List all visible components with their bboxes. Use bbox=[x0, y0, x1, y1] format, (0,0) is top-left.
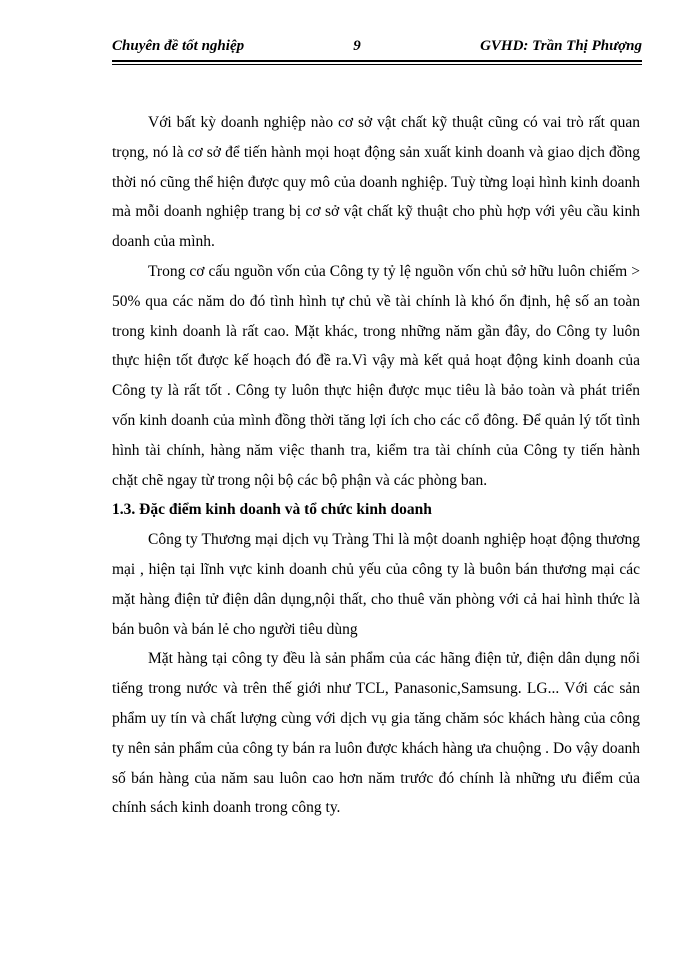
page-number: 9 bbox=[353, 38, 361, 54]
document-body bbox=[112, 108, 640, 823]
paragraph-products: Mặt hàng tại công ty đều là sản phẩm của các hãng điện tử, điện dân dụng nổi tiếng trong nước và trên thế giới như TCL, Panasonic,Samsung. LG... Với các sản phẩm uy tín và chất lượng cùng với dịch vụ gia tăng chăm sóc khách hàng của công ty nên sản phẩm của công ty bán ra luôn được khách hàng ưa chuộng . Do vậy doanh số bán hàng của năm sau luôn cao hơn năm trước đó chính là những ưu điểm của chính sách kinh doanh trong công ty. bbox=[112, 650, 640, 817]
page-header bbox=[112, 36, 642, 58]
paragraph-facilities: Với bất kỳ doanh nghiệp nào cơ sở vật chất kỹ thuật cũng có vai trò rất quan trọng, nó là cơ sở để tiến hành mọi hoạt động sản xuất kinh doanh và giao dịch đồng thời nó cũng thể hiện được quy mô của doanh nghiệp. Tuỳ từng loại hình kinh doanh mà mỗi doanh nghiệp trang bị cơ sở vật chất kỹ thuật cho phù hợp với yêu cầu kinh doanh của mình. bbox=[112, 114, 640, 251]
header-divider bbox=[112, 60, 642, 65]
paragraph-business-activity: Công ty Thương mại dịch vụ Tràng Thi là một doanh nghiệp hoạt động thương mại , hiện tại lĩnh vực kinh doanh chủ yếu của công ty là buôn bán thương mại các mặt hàng điện tử điện dân dụng,nội thất, cho thuê văn phòng với cả hai hình thức là bán buôn và bán lẻ cho người tiêu dùng bbox=[112, 531, 640, 638]
header-title: Chuyên đề tốt nghiệp bbox=[112, 38, 245, 54]
paragraph-capital-structure: Trong cơ cấu nguồn vốn của Công ty tỷ lệ nguồn vốn chủ sở hữu luôn chiếm > 50% qua các năm do đó tình hình tự chủ về tài chính là khó ổn định, hệ số an toàn trong kinh doanh là rất cao. Mặt khác, trong những năm gần đây, do Công ty luôn thực hiện tốt được kế hoạch đó đề ra.Vì vậy mà kết quả hoạt động kinh doanh của Công ty là rất tốt . Công ty luôn thực hiện được mục tiêu là bảo toàn và phát triển vốn kinh doanh của mình đồng thời tăng lợi ích cho các cổ đông. Để quản lý tốt tình hình tài chính, hàng năm việc thanh tra, kiểm tra tài chính của Công ty tiến hành chặt chẽ ngay từ trong nội bộ các bộ phận và các phòng ban. bbox=[112, 262, 640, 489]
section-heading: 1.3. Đặc điểm kinh doanh và tổ chức kinh doanh bbox=[112, 501, 432, 519]
header-supervisor: GVHD: Trần Thị Phượng bbox=[480, 38, 642, 54]
